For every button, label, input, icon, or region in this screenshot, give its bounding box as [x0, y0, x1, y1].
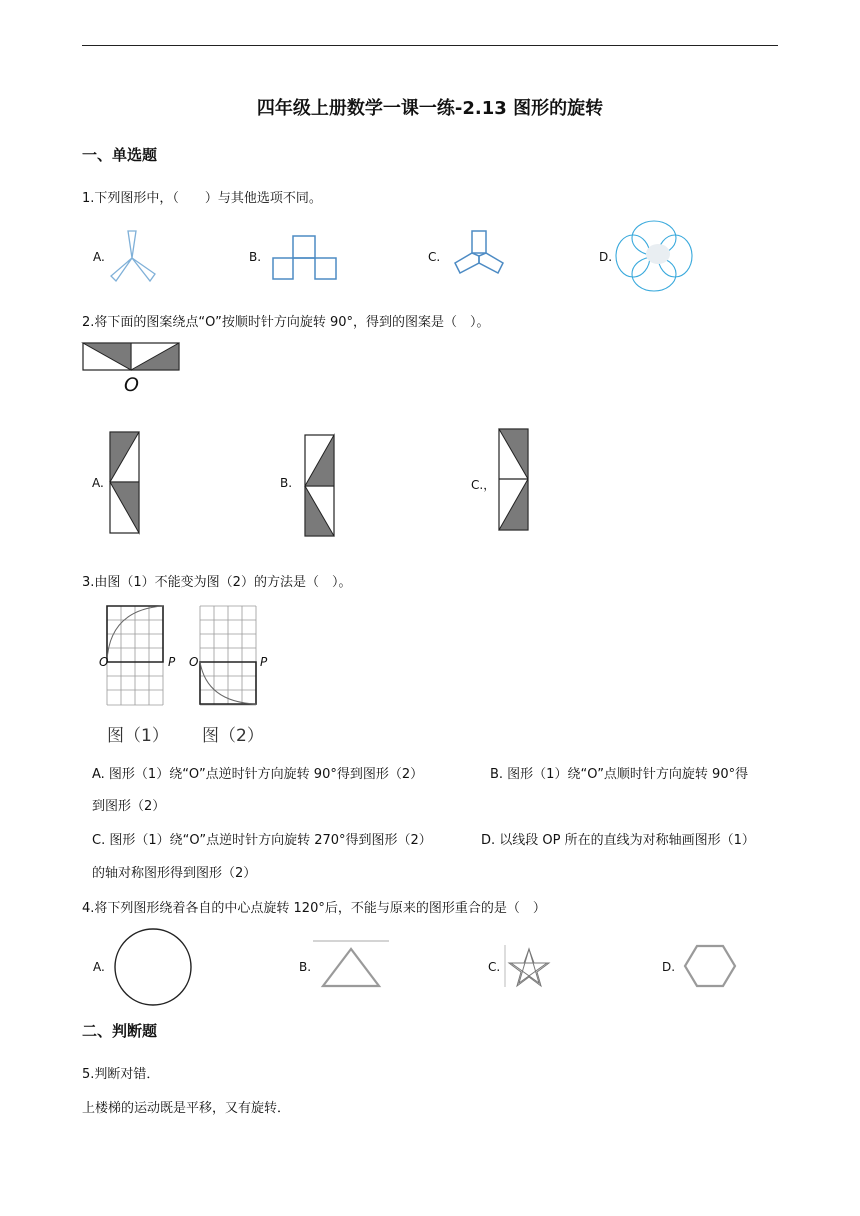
- question-3-stem: 3.由图（1）不能变为图（2）的方法是（ ）。: [82, 575, 352, 590]
- q2-option-a-label: A.: [92, 476, 104, 490]
- q4-option-b-label: B.: [299, 960, 312, 974]
- q4-figure-star: [503, 943, 555, 993]
- q3-fig1-point-o: O: [99, 655, 109, 669]
- question-1-stem: 1.下列图形中，（ ）与其他选项不同。: [82, 191, 322, 206]
- q3-answer-c: C. 图形（1）绕“O”点逆时针方向旋转 270°得到图形（2）: [92, 833, 432, 848]
- q1-figure-d: [613, 218, 695, 296]
- header-rule: [82, 45, 778, 46]
- q1-option-c-label: C.: [428, 250, 441, 264]
- q1-figure-c: [446, 226, 510, 286]
- q3-grid-figures: [97, 604, 277, 716]
- q2-option-c-label: C.，: [471, 478, 496, 492]
- q4-figure-triangle: [313, 938, 391, 994]
- q3-caption-figure-2: 图（2）: [202, 726, 264, 746]
- q1-option-d-label: D.: [599, 250, 613, 264]
- q1-option-a-label: A.: [93, 250, 105, 264]
- q3-fig1-point-p: P: [168, 655, 176, 669]
- q3-answer-d-continued: 的轴对称图形得到图形（2）: [92, 866, 257, 881]
- q4-figure-hexagon: [680, 940, 740, 992]
- q4-option-c-label: C.: [488, 960, 501, 974]
- q3-answer-b: B. 图形（1）绕“O”点顺时针方向旋转 90°得: [490, 767, 749, 782]
- question-4-stem: 4.将下列图形绕着各自的中心点旋转 120°后，不能与原来的图形重合的是（ ）: [82, 901, 546, 916]
- q3-fig2-point-o: O: [189, 655, 199, 669]
- q3-answer-a: A. 图形（1）绕“O”点逆时针方向旋转 90°得到图形（2）: [92, 767, 424, 782]
- q4-option-a-label: A.: [93, 960, 105, 974]
- q3-answer-b-continued: 到图形（2）: [92, 799, 166, 814]
- question-2-stem: 2.将下面的图案绕点“O”按顺时针方向旋转 90°，得到的图案是（ ）。: [82, 315, 490, 330]
- q1-figure-a: [108, 228, 158, 284]
- q2-figure-c: [497, 427, 531, 533]
- q1-figure-b: [271, 233, 339, 281]
- page-title: 四年级上册数学一课一练-2.13 图形的旋转: [256, 98, 604, 119]
- q1-option-b-label: B.: [249, 250, 262, 264]
- q2-option-b-label: B.: [280, 476, 293, 490]
- q2-figure-a: [108, 430, 142, 536]
- q2-point-o-label: O: [124, 374, 139, 396]
- q3-fig2-point-p: P: [260, 655, 268, 669]
- q4-figure-circle: [112, 927, 196, 1009]
- q3-answer-d: D. 以线段 OP 所在的直线为对称轴画图形（1）: [481, 833, 755, 848]
- q4-option-d-label: D.: [662, 960, 676, 974]
- section-heading-true-false: 二、判断题: [82, 1022, 158, 1040]
- question-5-stem: 5.判断对错．: [82, 1067, 160, 1082]
- section-heading-single-choice: 一、单选题: [82, 146, 158, 164]
- q2-figure-b: [303, 433, 337, 539]
- q3-caption-figure-1: 图（1）: [107, 726, 169, 746]
- question-5-statement: 上楼梯的运动既是平移，又有旋转．: [82, 1101, 291, 1116]
